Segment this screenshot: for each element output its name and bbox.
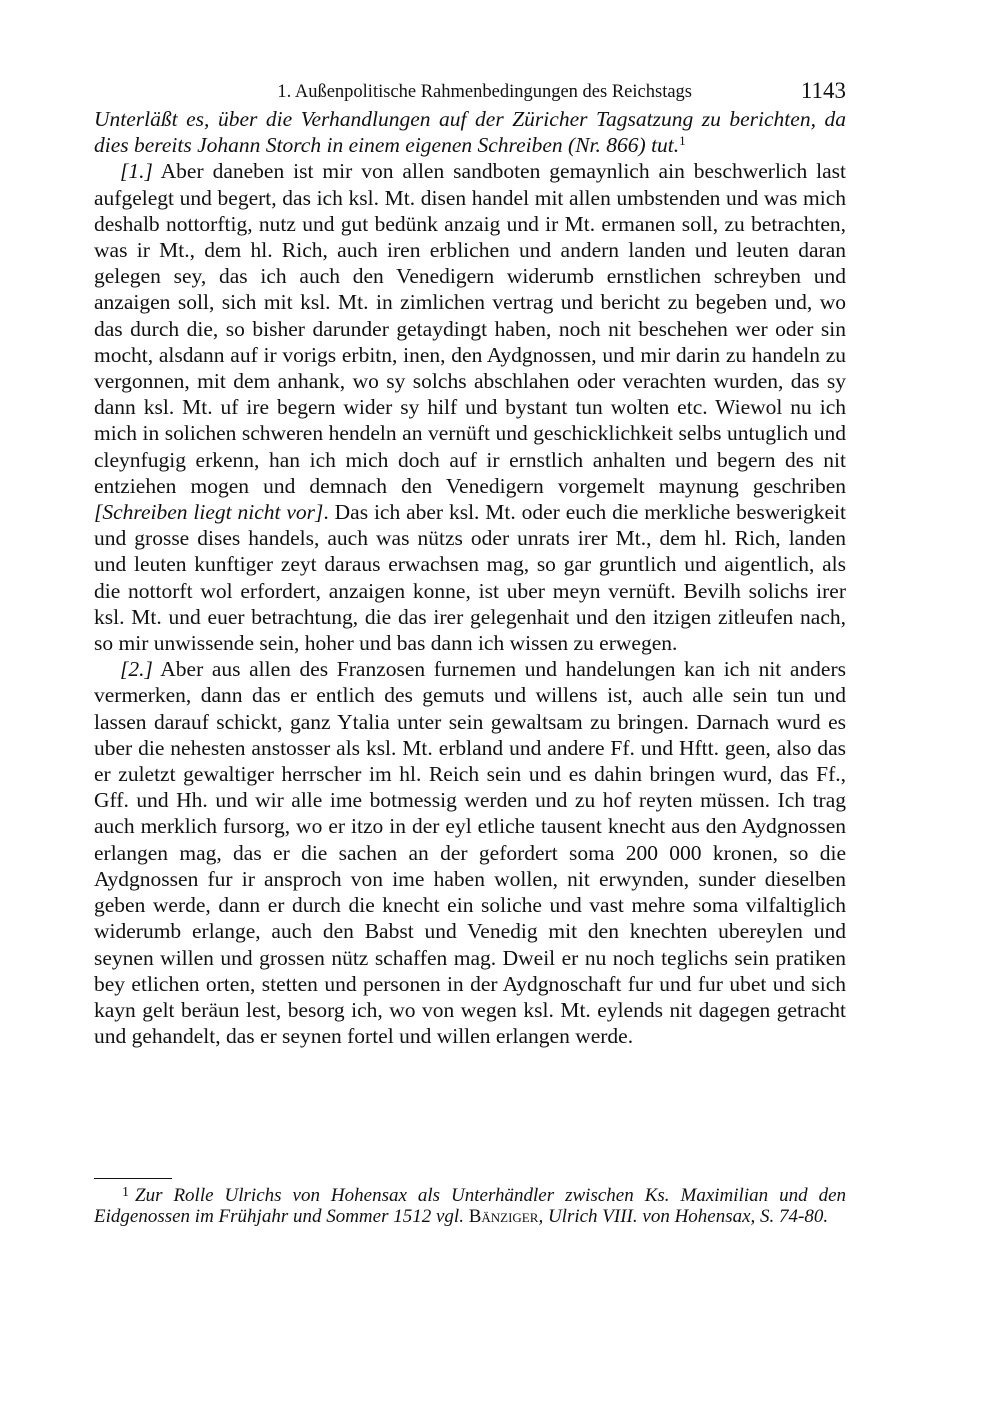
footnote-author: Bänziger <box>468 1205 539 1227</box>
paragraph-2 <box>94 656 846 1049</box>
body-text <box>94 106 846 1049</box>
editorial-note: [Schreiben liegt nicht vor] <box>94 500 324 525</box>
document-summary <box>94 106 846 158</box>
page-number: 1143 <box>800 78 846 103</box>
footnotes <box>94 1178 846 1227</box>
footnote-text: Zur Rolle Ulrichs von Hohensax als Unterhändler zwischen Ks. Maximilian und den Eidgenossen im Frühjahr und Sommer 1512 vgl. <box>94 1185 846 1227</box>
running-title: 1. Außenpolitische Rahmenbedingungen des Reichstags <box>277 82 692 102</box>
footnote-divider <box>94 1178 172 1179</box>
paragraph-text: Aber daneben ist mir von allen sandboten gemaynlich ain beschwerlich last aufgelegt und begert, das ich ksl. Mt. disen handel mit allen umbstenden und was mich deshalb nottorftig, nutz und gut bedünk anzaig und ir Mt. ermanen soll, zu betrachten, was ir Mt., dem hl. Rich, auch iren erblichen und andern landen und leuten daran gelegen sey, das ich auch den Venedigern widerumb ernstlichen schreyben und anzaigen soll, sich mit ksl. Mt. in zimlichen vertrag und bericht zu begeben und, wo das durch die, so bisher darunder getaydingt haben, noch nit beschehen wer oder sin mocht, alsdann auf ir vorigs erbitn, inen, den Aydgnossen, und mir darin zu handeln zu vergonnen, mit dem anhank, wo sy solchs abschlahen oder verachten wurden, das sy dann ksl. Mt. uf ire begern wider sy hilf und bystant tun wolten etc. Wiewol nu ich mich in solichen schweren hendeln an vernüft und geschicklichkeit selbs untuglich und cleynfugig erkenn, han ich mich doch auf ir ernstlich anhalten und begern des nit entziehen mogen und demnach den Venedigern vorgemelt maynung geschriben <box>94 159 846 498</box>
footnote-text: , Ulrich VIII. von Hohensax, S. 74-80. <box>538 1205 829 1227</box>
paragraph-number: [1.] <box>120 159 153 184</box>
running-header <box>94 76 846 106</box>
footnote-1 <box>94 1186 846 1227</box>
footnote-number: 1 <box>122 1185 129 1200</box>
paragraph-1 <box>94 158 846 656</box>
page <box>94 76 846 1049</box>
paragraph-text: . Das ich aber ksl. Mt. oder euch die merkliche beswerigkeit und grosse dises handels, auch was nützs oder unrats irer Mt., dem hl. Rich, landen und leuten kunftiger zeyt daraus erwachsen mag, so gar gruntlich und aigentlich, als die nottorft wol erfordert, anzaigen konne, ist uber meyn vernüft. Bevilh solichs irer ksl. Mt. und euer betrachtung, die das irer gelegenhait und den itzigen zitleufen nach, so mir unwissende sein, hoher und bas dann ich wissen zu erwegen. <box>94 500 846 656</box>
paragraph-text: Aber aus allen des Franzosen furnemen und handelungen kan ich nit anders vermerken, dann das er entlich des gemuts und willens ist, auch alle sein tun und lassen darauf schickt, ganz Ytalia unter sein gewaltsam zu bringen. Darnach wurd es uber die nehesten anstosser als ksl. Mt. erbland und andere Ff. und Hftt. geen, also das er zuletzt gewaltiger herrscher im hl. Reich sein und es dahin bringen wurd, das Ff., Gff. und Hh. und wir alle ime botmessig werden und zu hof reyten müssen. Ich trag auch merklich fursorg, wo er itzo in der eyl etliche tausent knecht aus den Aydgnossen erlangen mag, das er die sachen an der gefordert soma 200 000 kronen, so die Aydgnossen fur ir ansproch von ime haben wollen, nit erwynden, sunder dieselben geben werde, dann er durch die knecht ein soliche und vast mehre soma vilfaltiglich widerumb erlange, auch den Babst und Venedig mit den knechten ubereylen und seynen willen und grossen nütz schaffen mag. Dweil er nu noch teglichs sein pratiken bey etlichen orten, stetten und personen in der Aydgnoschaft fur und fur ubet und sich kayn gelt beräun lest, besorg ich, wo von wegen ksl. Mt. eylends nit dagegen getracht und gehandelt, das er seynen fortel und willen erlangen werde. <box>94 657 846 1049</box>
paragraph-number: [2.] <box>120 657 153 682</box>
summary-text: Unterläßt es, über die Verhandlungen auf der Züricher Tagsatzung zu berichten, da dies bereits Johann Storch in einem eigenen Schreiben (Nr. 866) tut. <box>94 107 846 158</box>
footnote-reference[interactable]: 1 <box>679 133 686 149</box>
